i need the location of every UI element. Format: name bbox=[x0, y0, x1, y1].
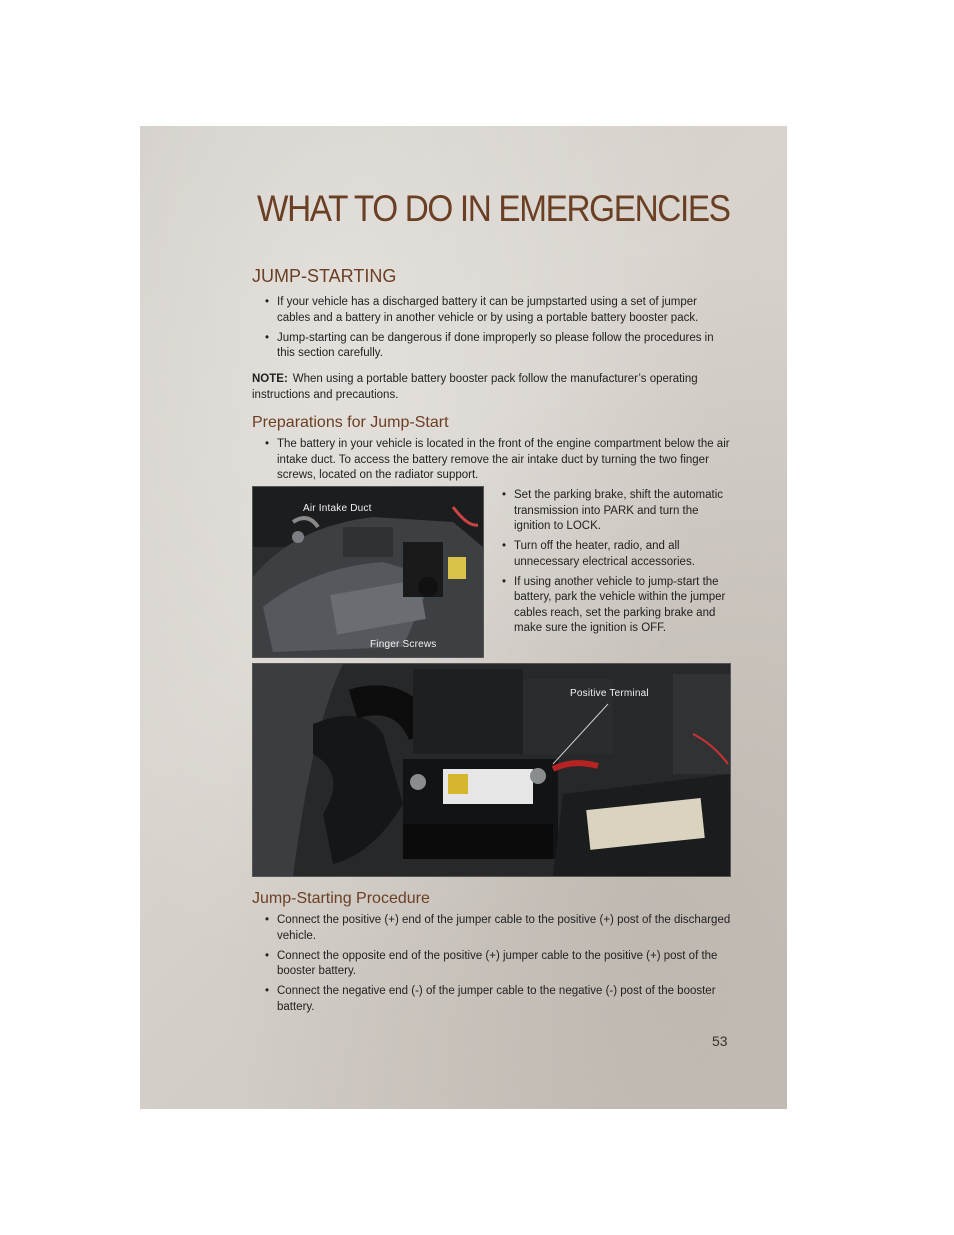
procedure-bullet-list bbox=[265, 913, 731, 1020]
section-heading-jump-starting: JUMP-STARTING bbox=[252, 266, 397, 286]
photo-caption-air-intake: Air Intake Duct bbox=[303, 503, 372, 514]
photo-caption-positive-terminal: Positive Terminal bbox=[570, 688, 649, 699]
preparations-bullet-list bbox=[265, 437, 731, 488]
section-heading-preparations: Preparations for Jump-Start bbox=[252, 414, 449, 431]
list-item: • If using another vehicle to jump-start the battery, park the vehicle within the jumper cables reach, set the parking brake and make sure the ignition is OFF. bbox=[502, 575, 732, 637]
list-item: • If your vehicle has a discharged battery it can be jumpstarted using a set of jumper cables and a battery in another vehicle or by using a portable battery booster pack. bbox=[265, 295, 731, 326]
list-item: • Turn off the heater, radio, and all unnecessary electrical accessories. bbox=[502, 539, 732, 570]
manual-page bbox=[140, 126, 787, 1109]
list-item: • Jump-starting can be dangerous if done improperly so please follow the procedures in this section carefully. bbox=[265, 331, 731, 362]
list-item: • Set the parking brake, shift the automatic transmission into PARK and turn the ignition to LOCK. bbox=[502, 488, 732, 535]
photo-caption-finger-screws: Finger Screws bbox=[370, 639, 437, 650]
engine-photo-air-intake bbox=[252, 486, 484, 658]
page-number: 53 bbox=[712, 1033, 728, 1049]
preparations-side-bullet-list bbox=[502, 488, 732, 641]
list-item: • Connect the opposite end of the positive (+) jumper cable to the positive (+) post of the booster battery. bbox=[265, 949, 731, 980]
note-text: When using a portable battery booster pack follow the manufacturer’s operating instructions and precautions. bbox=[252, 373, 698, 401]
engine-photo-battery bbox=[252, 663, 731, 877]
note-label: NOTE: bbox=[252, 373, 288, 385]
list-item: • Connect the positive (+) end of the jumper cable to the positive (+) post of the discharged vehicle. bbox=[265, 913, 731, 944]
note-paragraph bbox=[252, 372, 730, 403]
list-item: • Connect the negative end (-) of the jumper cable to the negative (-) post of the booster battery. bbox=[265, 984, 731, 1015]
engine-illustration-2 bbox=[253, 664, 730, 876]
page-title: WHAT TO DO IN EMERGENCIES bbox=[257, 188, 730, 229]
list-item: • The battery in your vehicle is located in the front of the engine compartment below the air intake duct. To access the battery remove the air intake duct by turning the two finger screws, located on the radiator support. bbox=[265, 437, 731, 484]
section-heading-procedure: Jump-Starting Procedure bbox=[252, 890, 430, 907]
jump-starting-bullet-list bbox=[265, 295, 731, 366]
